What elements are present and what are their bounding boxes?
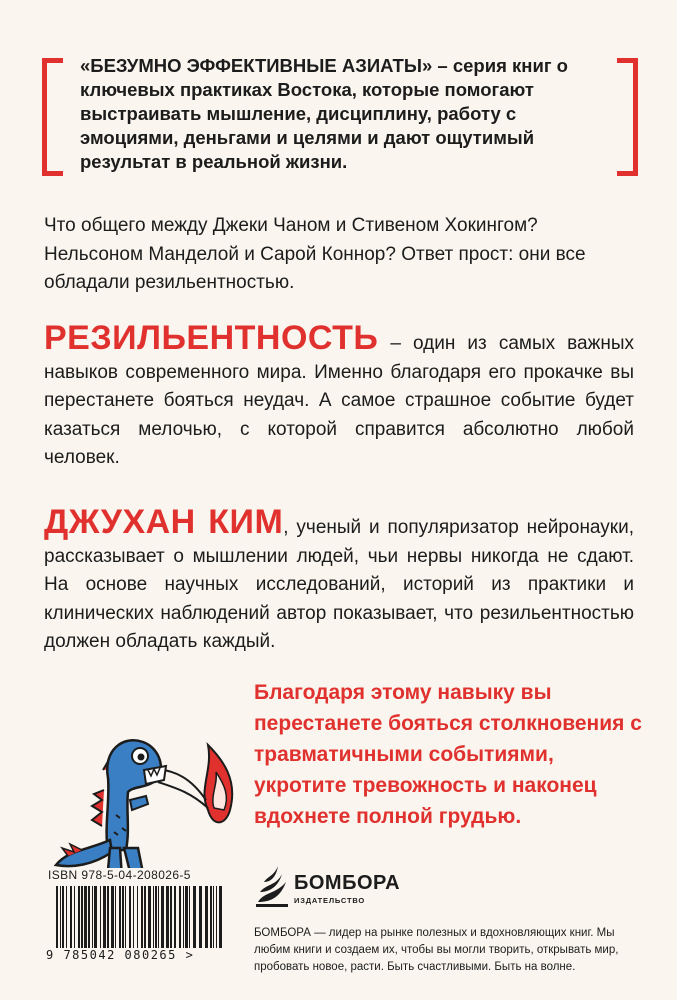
barcode-bar: [60, 886, 61, 948]
series-intro: «БЕЗУМНО ЭФФЕКТИВНЫЕ АЗИАТЫ» – серия книг о ключевых практиках Востока, которые помогают выстраивать мышление, дисциплину, работу с эмоциями, деньгами и целями и дают ощутимый результат в реальной жизни.: [80, 55, 568, 172]
benefit-callout: Благодаря этому навыку вы перестанете бояться столкновения с травматичными событиями, укротите тревожность и наконец вдохнете полной грудью.: [254, 681, 642, 828]
barcode-bar: [174, 886, 176, 948]
barcode-block: [44, 868, 234, 974]
barcode-bar: [137, 886, 138, 948]
barcode-bar: [189, 886, 190, 948]
barcode-bar: [111, 886, 114, 948]
barcode-bar: [199, 886, 202, 948]
barcode-bar: [144, 886, 146, 948]
barcode-bar: [166, 886, 169, 948]
paragraph-question: Что общего между Джеки Чаном и Стивеном Хокингом? Нельсоном Манделой и Сарой Коннор? Ответ прост: они все обладали резильентностью.: [44, 215, 586, 293]
barcode-bar: [94, 886, 97, 948]
barcode-bar: [133, 886, 134, 948]
barcode-bar: [158, 886, 159, 948]
barcode-bar: [119, 886, 121, 948]
publisher-subtitle: ИЗДАТЕЛЬСТВО: [294, 896, 365, 905]
barcode-bar: [92, 886, 93, 948]
left-bracket: [42, 58, 63, 176]
barcode-bar: [193, 886, 196, 948]
barcode-bar: [213, 886, 214, 948]
barcode-bar: [170, 886, 172, 948]
barcode-bar: [153, 886, 154, 948]
resilience-text: – один из самых важных навыков современного мира. Именно благодаря его прокачке вы перестанете бояться неудач. А самое страшное событие будет казаться мелочью, с которой справится абсолютно любой человек.: [44, 333, 634, 468]
paragraph-resilience: [44, 319, 634, 473]
barcode-bar: [74, 886, 75, 948]
barcode-bar: [70, 886, 72, 948]
barcode-bar: [161, 886, 164, 948]
dinosaur-illustration: [48, 700, 248, 890]
barcode-bar: [155, 886, 157, 948]
barcode-bar: [210, 886, 212, 948]
resilience-heading: РЕЗИЛЬЕНТНОСТЬ: [44, 319, 379, 357]
barcode-bar: [183, 886, 184, 948]
barcode-bar: [56, 886, 58, 948]
barcode-bar: [66, 886, 67, 948]
barcode-bar: [81, 886, 83, 948]
barcode-bar: [129, 886, 131, 948]
barcode-bar: [148, 886, 151, 948]
barcode-bar: [62, 886, 64, 948]
isbn-label: ISBN 978-5-04-208026-5: [48, 868, 191, 882]
barcode-bar: [205, 886, 208, 948]
barcode-bar: [185, 886, 188, 948]
barcode-bar: [115, 886, 116, 948]
barcode-bar: [84, 886, 87, 948]
paragraph-author: [44, 503, 634, 657]
author-name: ДЖУХАН КИМ: [44, 503, 284, 541]
barcode-bar: [141, 886, 143, 948]
barcode-bar: [100, 886, 101, 948]
barcode-number: 9 785042 080265 >: [46, 948, 195, 962]
barcode-bar: [122, 886, 124, 948]
publisher-name: БОМБОРА: [294, 872, 401, 894]
barcode-bar: [216, 886, 217, 948]
bombora-logo-icon: [254, 862, 290, 908]
right-bracket: [617, 58, 638, 176]
author-text: , ученый и популяризатор нейронауки, рассказывает о мышлении людей, чьи нервы никогда не сдают. На основе научных исследований, историй из практики и клинических наблюдений автор показывает, что резильентностью должен обладать каждый.: [44, 517, 634, 652]
barcode-bar: [219, 886, 222, 948]
barcode-bar: [125, 886, 126, 948]
barcode-bar: [107, 886, 109, 948]
barcode-bar: [88, 886, 90, 948]
publisher-description: БОМБОРА — лидер на рынке полезных и вдохновляющих книг. Мы любим книги и создаем их, чтобы вы могли творить, открывать мир, пробовать новое, расти. Быть счастливыми. Быть на волне.: [254, 927, 619, 973]
flame-icon: [156, 745, 232, 822]
barcode-bar: [179, 886, 181, 948]
barcode-bar: [78, 886, 80, 948]
barcode: [54, 886, 224, 948]
barcode-bar: [103, 886, 106, 948]
publisher-logo: [254, 862, 654, 912]
